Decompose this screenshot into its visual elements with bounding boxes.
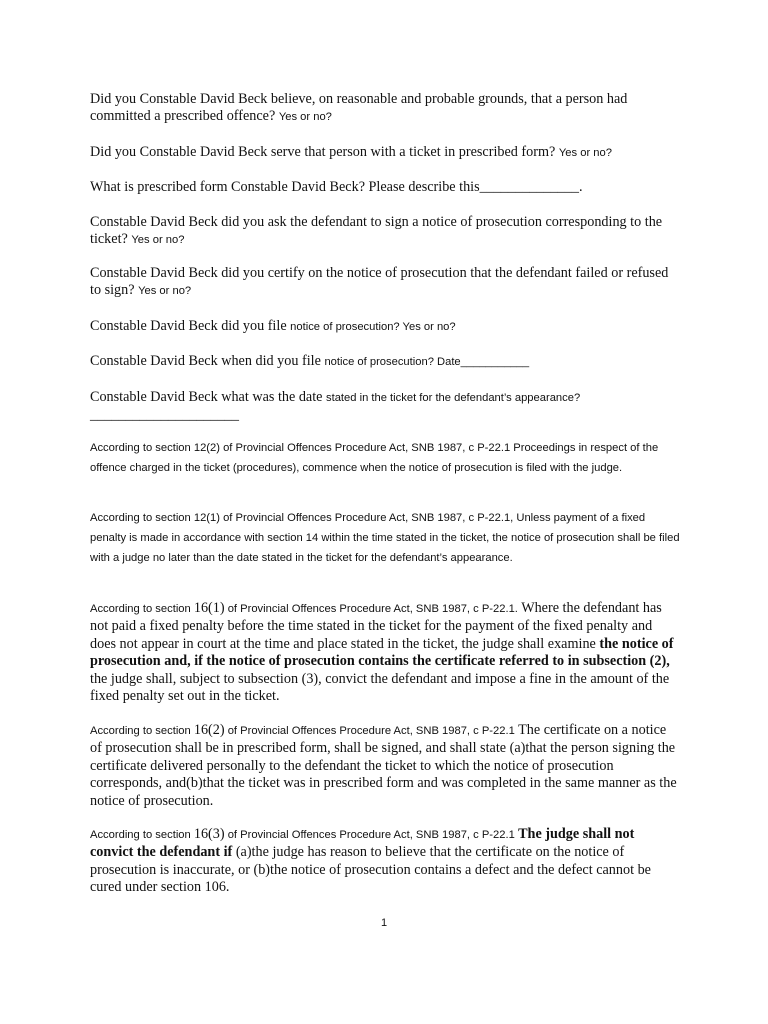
question-4 [90,214,680,250]
question-2-text: Did you Constable David Beck serve that person with a ticket in prescribed form? [90,144,559,160]
section-16-1-excerpt [90,600,680,705]
section-16-1-text: Where the defendant has not paid a fixed penalty before the time stated in the ticket for the payment of the fixed penalty and does not appear in court at the time and place stated in the ticket, the judge shall examine [90,600,662,652]
section-16-2-excerpt [90,722,680,810]
section-12-2-text: According to section 12(2) of Provincial Offences Procedure Act, SNB 1987, c P-22.1 Proceedings in respect of the offence charged in the ticket (procedures), commence when the notice of prosecution is filed with the judge. [90,442,659,474]
section-16-3-excerpt [90,826,680,897]
question-4-text: Constable David Beck did you ask the defendant to sign a notice of prosecution corresponding to the ticket? [90,214,663,248]
question-5-text: Constable David Beck did you certify on the notice of prosecution that the defendant failed or refused to sign? [90,265,669,299]
question-8-answer-blank: _____________________ [90,407,239,424]
section-12-1-text: According to section 12(1) of Provincial Offences Procedure Act, SNB 1987, c P-22.1, Unless payment of a fixed penalty is made in accordance with section 14 within the time stated in the ticket, the notice of prosecution shall be filed with a judge no later than the date stated in the ticket for the defendant’s appearance. [90,512,680,564]
section-16-3-act: of Provincial Offences Procedure Act, SNB 1987, c P-22.1 [224,829,515,841]
section-16-2-lead: According to section [90,725,194,737]
question-5 [90,265,680,301]
section-12-2-excerpt [90,438,680,478]
section-16-1-text-cont: the judge shall, subject to subsection (3), convict the defendant and impose a fine in the amount of the fixed penalty set out in the ticket. [90,670,670,705]
question-1-text: Did you Constable David Beck believe, on reasonable and probable grounds, that a person had committed a prescribed offence? [90,91,628,125]
section-16-1-number: 16(1) [193,600,225,616]
question-3-text: What is prescribed form Constable David Beck? Please describe this______________. [90,179,583,195]
section-12-1-excerpt [90,508,680,568]
question-8 [90,389,680,425]
question-6-answer-prompt: notice of prosecution? Yes or no? [290,321,456,333]
section-16-3-bold-text: The judge shall not convict the defendant if [90,826,635,861]
question-1 [90,91,680,127]
question-6-text: Constable David Beck did you file [90,318,291,334]
question-2 [90,144,680,162]
question-2-answer-prompt: Yes or no? [558,147,612,159]
question-5-answer-prompt: Yes or no? [138,285,192,298]
section-16-3-number: 16(3) [193,826,225,842]
section-16-1-act: of Provincial Offences Procedure Act, SNB 1987, c P-22.1. [224,603,518,615]
question-3 [90,179,680,196]
page-number: 1 [380,917,388,929]
section-16-1-bold-text: the notice of prosecution and, if the notice of prosecution contains the certificate referred to in subsection (2), [90,635,674,670]
question-1-answer-prompt: Yes or no? [278,111,332,124]
section-16-1-lead: According to section [90,603,194,615]
question-8-text: Constable David Beck what was the date [90,389,326,405]
section-16-2-text: The certificate on a notice of prosecution shall be in prescribed form, shall be signed, and shall state (a)that the person signing the certificate delivered personally to the defendant the ticket to which the notice of prosecution corresponds, and(b)that the ticket was in prescribed form and was completed in the same manner as the notice of prosecution. [90,722,677,809]
section-16-2-act: of Provincial Offences Procedure Act, SNB 1987, c P-22.1 [224,725,515,737]
question-6 [90,318,680,336]
section-16-2-number: 16(2) [193,722,225,738]
question-7-text: Constable David Beck when did you file [90,353,325,369]
section-16-3-text: (a)the judge has reason to believe that the certificate on the notice of prosecution is inaccurate, or (b)the notice of prosecution contains a defect and the defect cannot be cured under section 106. [90,844,651,896]
question-7-answer-prompt: notice of prosecution? Date___________ [324,356,530,368]
question-7 [90,353,680,371]
question-4-answer-prompt: Yes or no? [131,234,185,247]
question-8-answer-prompt: stated in the ticket for the defendant’s appearance? [326,392,581,404]
section-16-3-lead: According to section [90,829,194,841]
